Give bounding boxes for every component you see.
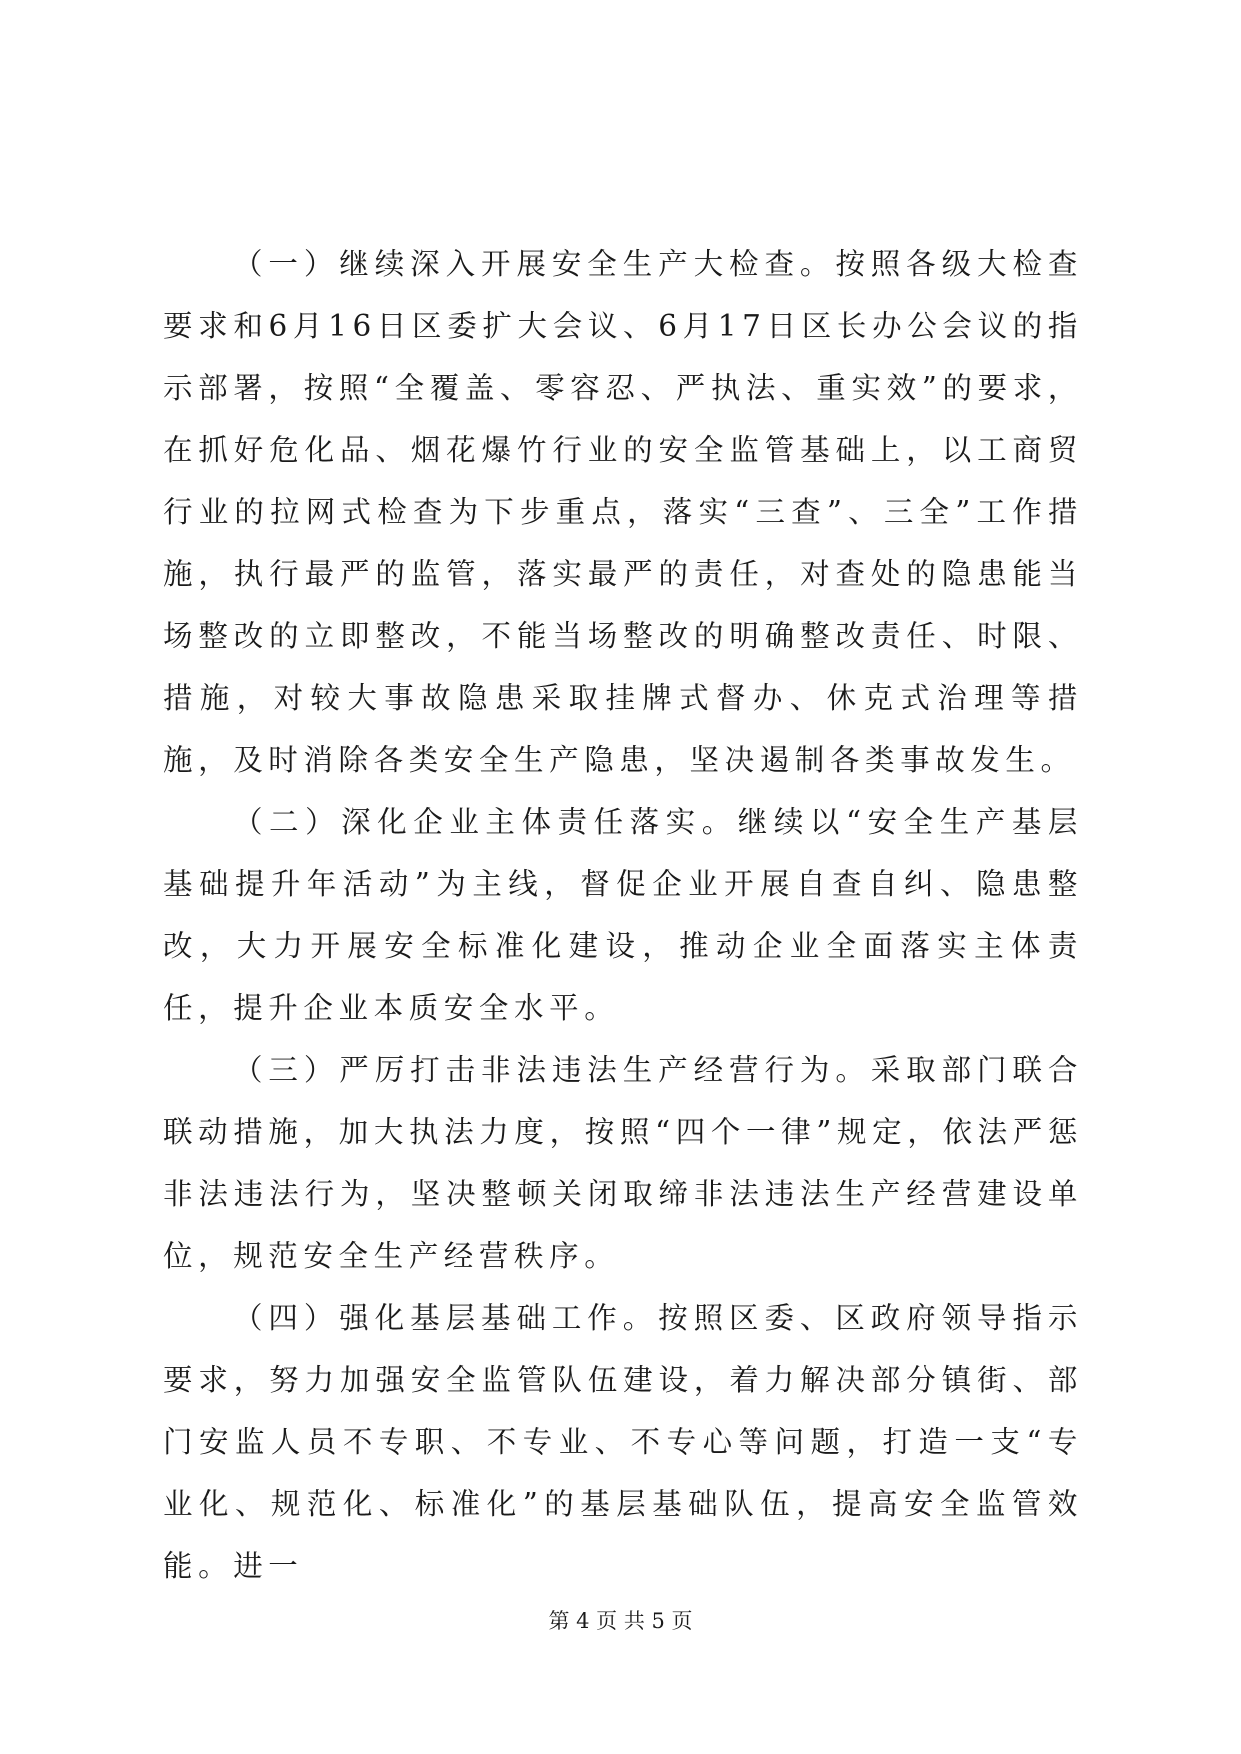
page-number-footer: 第 4 页 共 5 页 — [548, 1609, 693, 1633]
paragraph-1: （一）继续深入开展安全生产大检查。按照各级大检查要求和6月16日区委扩大会议、6月17日区长办公会议的指示部署，按照“全覆盖、零容忍、严执法、重实效”的要求，在抓好危化品、烟花爆竹行业的安全监管基础上，以工商贸行业的拉网式检查为下步重点，落实“三查”、三全”工作措施，执行最严的监管，落实最严的责任，对查处的隐患能当场整改的立即整改，不能当场整改的明确整改责任、时限、措施，对较大事故隐患采取挂牌式督办、休克式治理等措施，及时消除各类安全生产隐患，坚决遏制各类事故发生。 — [163, 247, 1083, 777]
paragraph-3: （三）严厉打击非法违法生产经营行为。采取部门联合联动措施，加大执法力度，按照“四个一律”规定，依法严惩非法违法行为，坚决整顿关闭取缔非法违法生产经营建设单位，规范安全生产经营秩序。 — [163, 1053, 1083, 1273]
paragraph-2: （二）深化企业主体责任落实。继续以“安全生产基层基础提升年活动”为主线，督促企业开展自查自纠、隐患整改，大力开展安全标准化建设，推动企业全面落实主体责任，提升企业本质安全水平。 — [163, 805, 1083, 1025]
paragraph-4: （四）强化基层基础工作。按照区委、区政府领导指示要求，努力加强安全监管队伍建设，着力解决部分镇街、部门安监人员不专职、不专业、不专心等问题，打造一支“专业化、规范化、标准化”的基层基础队伍，提高安全监管效能。进一 — [163, 1301, 1083, 1583]
document-body — [163, 233, 1083, 1597]
